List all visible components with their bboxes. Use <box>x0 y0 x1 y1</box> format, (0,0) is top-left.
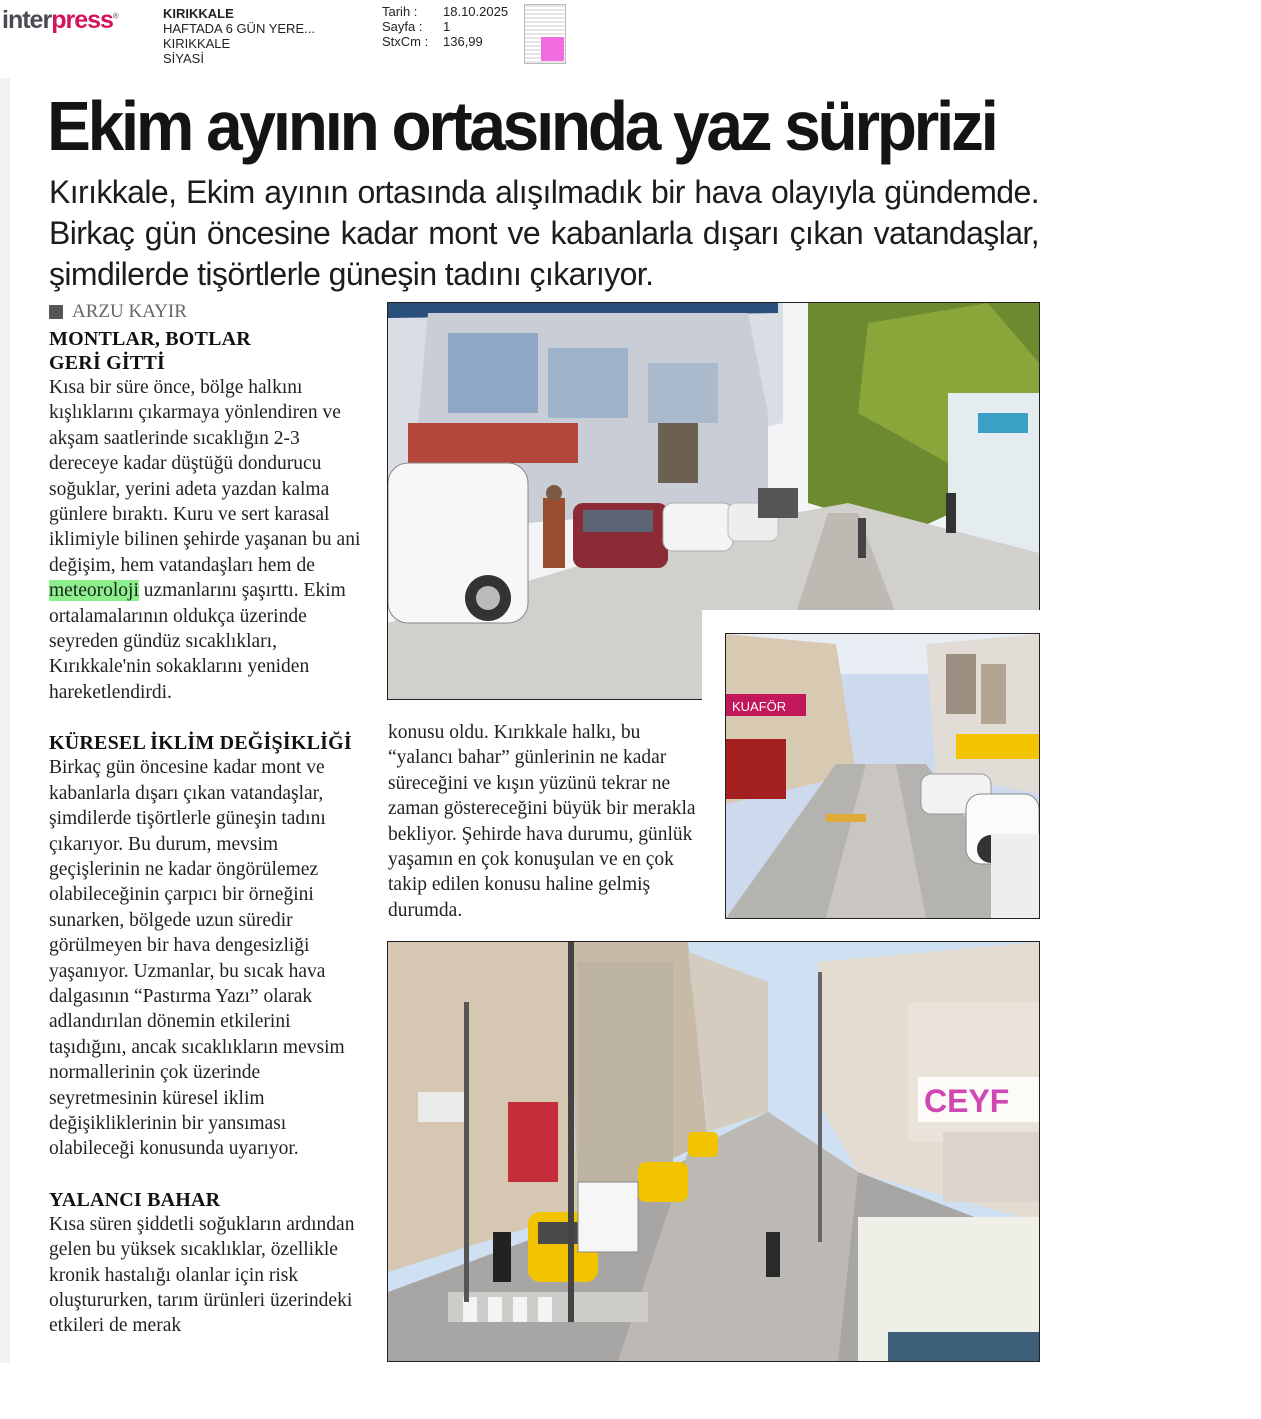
page-margin-strip <box>0 78 10 1363</box>
article-headline: Ekim ayının ortasında yaz sürprizi <box>47 87 996 165</box>
section1-title: MONTLAR, BOTLAR GERİ GİTTİ <box>49 328 251 374</box>
source-category: SİYASİ <box>163 51 204 66</box>
store-sign-text: CEYF <box>924 1083 1010 1119</box>
section2-body: Birkaç gün öncesine kadar mont ve kabanlarla dışarı çıkan vatandaşlar, şimdilerde tişörtlerle güneşin tadını çıkarıyor. Bu durum, mevsim geçişlerinin ne kadar öngörülemez olabileceğinin çarpıcı bir örneğini sunarken, bölgede uzun süredir görülmeyen bir hava dengesizliği yaşanıyor. Uzmanlar, bu sıcak hava dalgasının “Pastırma Yazı” olarak adlandırılan dönemin etkilerini taşıdığını, ancak sıcaklıkların mevsim normallerinin çok üzerinde seyretmesinin küresel iklim değişikliklerinin bir yansıması olabileceği konusunda uyarıyor. <box>49 757 345 1160</box>
source-region: KIRIKKALE <box>163 36 231 51</box>
street-photo-3 <box>387 941 1040 1362</box>
byline-square-icon <box>49 305 63 319</box>
date-label: Tarih : <box>382 4 418 19</box>
article-left-column <box>49 300 365 1339</box>
source-city: KIRIKKALE <box>163 6 234 21</box>
stxcm-value: 136,99 <box>443 34 483 49</box>
interpress-logo: interpress® <box>2 6 118 34</box>
publication-name: HAFTADA 6 GÜN YERE... <box>163 21 315 36</box>
section3-body: Kısa süren şiddetli soğukların ardından gelen bu yüksek sıcaklıklar, özellikle kronik hastalığı olanlar için risk oluştururken, tarım ürünleri üzerindeki etkileri de merak <box>49 1213 355 1337</box>
clipping-source-info <box>163 6 315 66</box>
highlighted-term: meteoroloji <box>49 580 139 602</box>
article-deck: Kırıkkale, Ekim ayının ortasında alışılmadık bir hava olayıyla gündemde. Birkaç gün öncesine kadar mont ve kabanlarla dışarı çıkan vatandaşlar, şimdilerde tişörtlerle güneşin tadını çıkarıyor. <box>49 174 1039 292</box>
page-value: 1 <box>443 19 451 34</box>
photo-sign-text: KUAFÖR <box>732 699 787 714</box>
section2-title: KÜRESEL İKLİM DEĞİŞİKLİĞİ <box>49 732 352 755</box>
page-thumbnail[interactable] <box>524 4 566 64</box>
clip-location-marker <box>541 37 564 61</box>
street-photo-2 <box>725 633 1040 919</box>
clipping-meta <box>382 4 508 49</box>
author-name: ARZU KAYIR <box>72 301 187 323</box>
section1-body: Kısa bir süre önce, bölge halkını kışlıklarını çıkarmaya yönlendiren ve akşam saatlerinde sıcaklığın 2-3 dereceye kadar düştüğü dondurucu soğuklar, yerini adeta yazdan kalma günlere bıraktı. Kuru ve sert karasal iklimiyle bilinen şehirde yaşanan bu ani değişim, hem vatandaşları hem de meteoroloji uzmanlarını şaşırttı. Ekim ortalamalarının oldukça üzerinde seyreden gündüz sıcaklıkları, Kırıkkale'nin sokaklarını yeniden hareketlendirdi. <box>49 377 361 703</box>
article-continued-text: konusu oldu. Kırıkkale halkı, bu “yalancı bahar” günlerinin ne kadar süreceğini ve kışın yüzünü tekrar ne zaman göstereceğini büyük bir merakla bekliyor. Şehirde hava durumu, günlük yaşamın en çok konuşulan ve en çok takip edilen konusu haline gelmiş durumda. <box>388 722 696 921</box>
section3-title: YALANCI BAHAR <box>49 1188 221 1211</box>
byline <box>49 300 365 324</box>
date-value: 18.10.2025 <box>443 4 509 19</box>
stxcm-label: StxCm : <box>382 34 429 49</box>
page-label: Sayfa : <box>382 19 423 34</box>
